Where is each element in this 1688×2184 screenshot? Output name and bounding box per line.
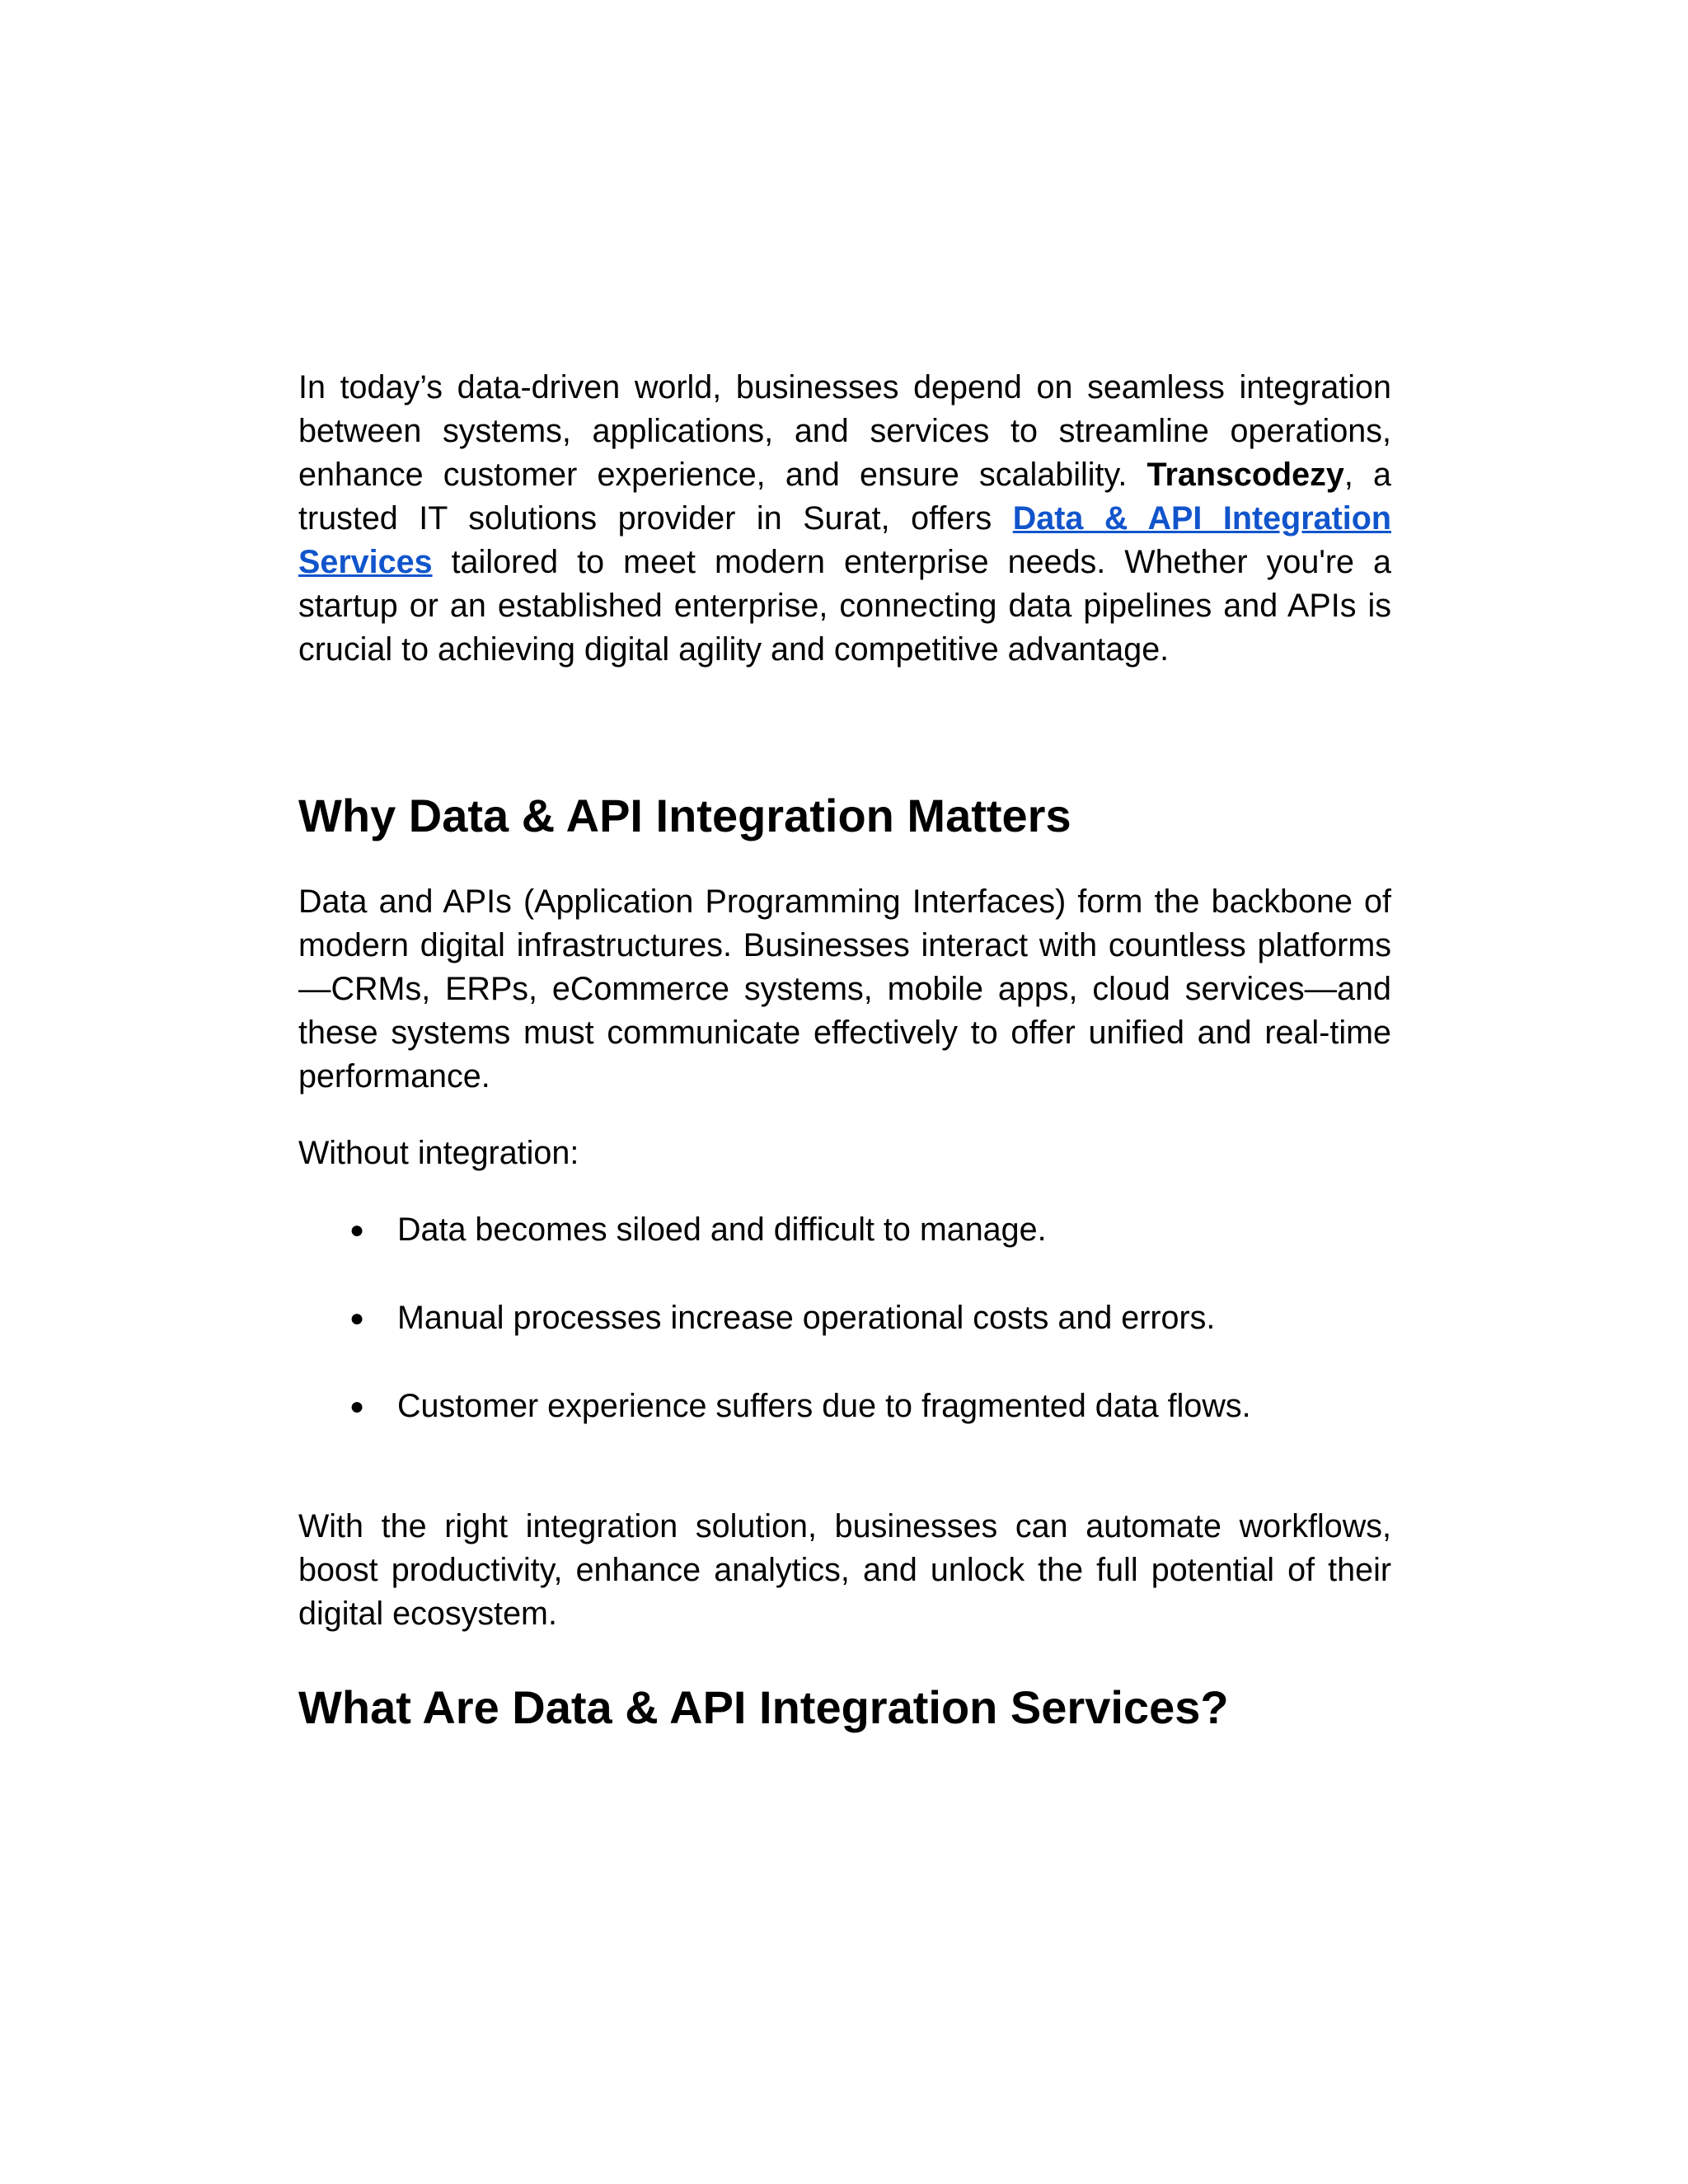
heading-what-are-services: What Are Data & API Integration Services? bbox=[298, 1681, 1229, 1733]
intro-paragraph bbox=[298, 366, 1391, 672]
bullet-icon: ● bbox=[349, 1216, 365, 1244]
intro-text-2: , a trusted IT solutions provider in Surat, offers bbox=[298, 457, 1391, 537]
document-page bbox=[298, 366, 1391, 1736]
bullet-icon: ● bbox=[349, 1305, 365, 1332]
intro-text-3: tailored to meet modern enterprise needs. Whether you're a startup or an established enterprise, connecting data pipelines and APIs is crucial to achieving digital agility and competitive advantage. bbox=[298, 544, 1391, 668]
brand-name: Transcodezy bbox=[1146, 457, 1344, 493]
integration-services-link[interactable]: Data & API Integration Services bbox=[298, 500, 1391, 580]
list-item bbox=[298, 1296, 1391, 1340]
list-item bbox=[298, 1208, 1391, 1252]
bullet-icon: ● bbox=[349, 1393, 365, 1420]
list-item-text: Data becomes siloed and difficult to manage. bbox=[397, 1212, 1047, 1248]
list-item-text: Customer experience suffers due to fragmented data flows. bbox=[397, 1388, 1251, 1424]
list-item bbox=[298, 1385, 1391, 1428]
problems-list bbox=[298, 1208, 1391, 1428]
list-item-text: Manual processes increase operational costs and errors. bbox=[397, 1300, 1216, 1336]
without-integration-label: Without integration: bbox=[298, 1135, 579, 1171]
intro-text-1: In today’s data-driven world, businesses depend on seamless integration between systems, applications, and services to streamline operations, enhance customer experience, and ensure scalability. bbox=[298, 369, 1391, 493]
why-paragraph: Data and APIs (Application Programming Interfaces) form the backbone of modern digital infrastructures. Businesses interact with countless platforms—CRMs, ERPs, eCommerce systems, mobile apps, cloud services—and these systems must communicate effectively to offer unified and real-time performance. bbox=[298, 883, 1391, 1094]
closing-paragraph: With the right integration solution, businesses can automate workflows, boost productivity, enhance analytics, and unlock the full potential of their digital ecosystem. bbox=[298, 1508, 1391, 1632]
heading-why-integration: Why Data & API Integration Matters bbox=[298, 790, 1071, 841]
